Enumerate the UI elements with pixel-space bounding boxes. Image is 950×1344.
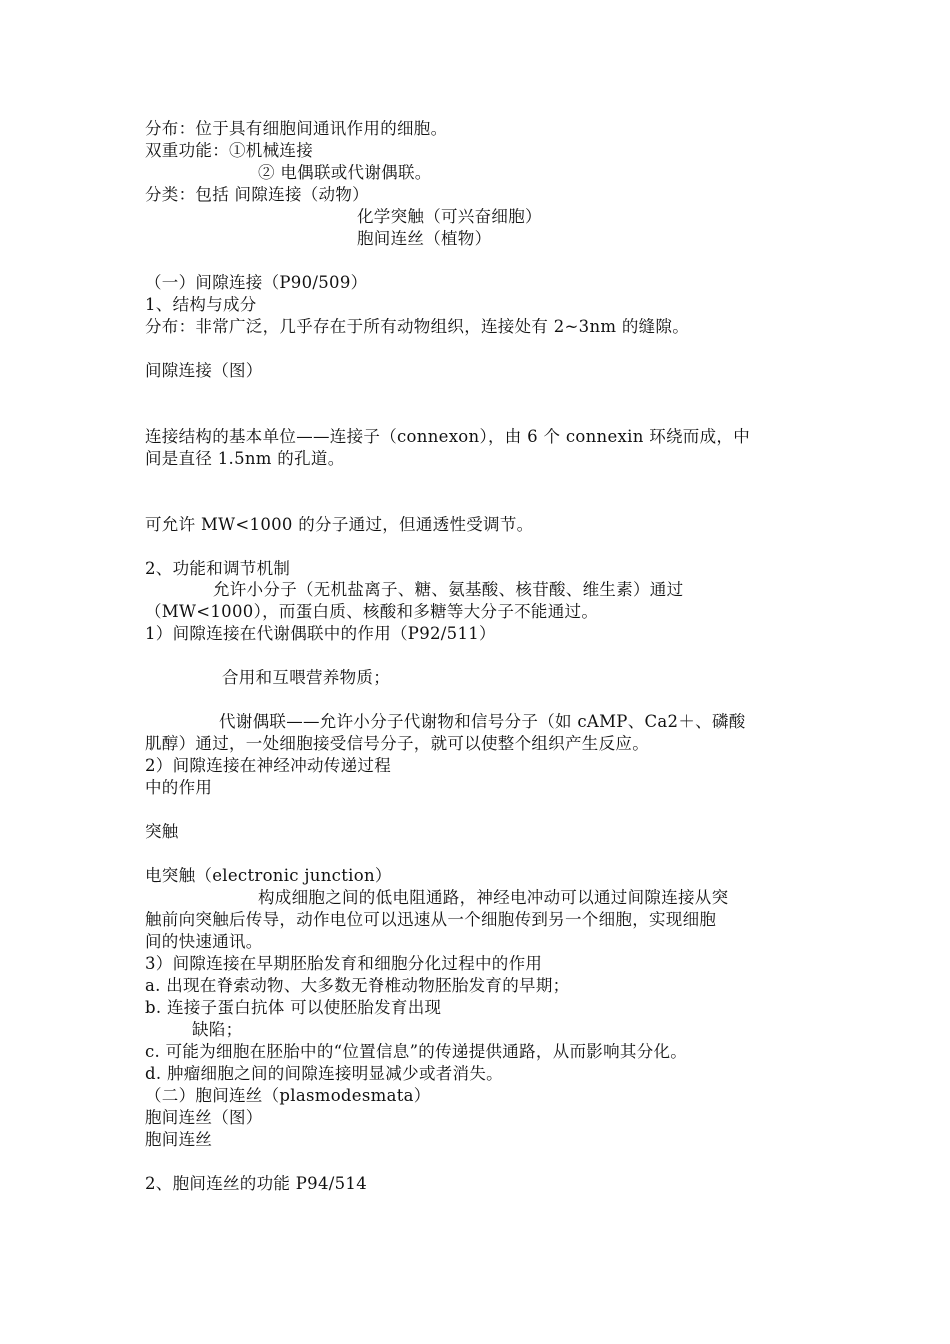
text-line: 胞间连丝 [145,1130,213,1149]
figure-caption: 胞间连丝（图） [145,1108,263,1127]
section-heading: （一）间隙连接（P90/509） [145,273,368,292]
text-line: 触前向突触后传导，动作电位可以迅速从一个细胞传到另一个细胞，实现细胞 [145,910,717,929]
list-item: b. 连接子蛋白抗体 可以使胚胎发育出现 [145,998,442,1017]
figure-caption: 间隙连接（图） [145,361,263,380]
text-line: 允许小分子（无机盐离子、糖、氨基酸、核苷酸、维生素）通过 [213,580,684,599]
list-item: a. 出现在脊索动物、大多数无脊椎动物胚胎发育的早期； [145,976,570,995]
text-line: 可允许 MW<1000 的分子通过，但通透性受调节。 [145,515,534,534]
text-line: 胞间连丝（植物） [357,229,492,248]
subsection-heading: 1、结构与成分 [145,295,257,314]
text-line: （MW<1000），而蛋白质、核酸和多糖等大分子不能通过。 [145,602,599,621]
text-line: 分类：包括 间隙连接（动物） [145,185,369,204]
text-line: 代谢偶联——允许小分子代谢物和信号分子（如 cAMP、Ca2＋、磷酸 [219,712,746,731]
text-line: 间是直径 1.5nm 的孔道。 [145,449,345,468]
text-line: 连接结构的基本单位——连接子（connexon），由 6 个 connexin 环绕而成，中 [145,427,750,446]
item-heading: 3）间隙连接在早期胚胎发育和细胞分化过程中的作用 [145,954,543,973]
text-line: 分布：非常广泛，几乎存在于所有动物组织，连接处有 2~3nm 的缝隙。 [145,317,690,336]
text-line: 构成细胞之间的低电阻通路，神经电冲动可以通过间隙连接从突 [258,888,729,907]
text-line: 间的快速通讯。 [145,932,263,951]
subsection-heading: 2、功能和调节机制 [145,559,291,578]
text-line: 合用和互喂营养物质； [222,668,390,687]
text-line: ② 电偶联或代谢偶联。 [258,163,432,182]
text-line: 中的作用 [145,778,213,797]
list-item: d. 肿瘤细胞之间的间隙连接明显减少或者消失。 [145,1064,503,1083]
text-line: 肌醇）通过，一处细胞接受信号分子，就可以使整个组织产生反应。 [145,734,649,753]
item-heading: 2）间隙连接在神经冲动传递过程 [145,756,391,775]
subsection-heading: 2、胞间连丝的功能 P94/514 [145,1174,367,1193]
list-item: c. 可能为细胞在胚胎中的“位置信息”的传递提供通路，从而影响其分化。 [145,1042,688,1061]
item-heading: 1）间隙连接在代谢偶联中的作用（P92/511） [145,624,496,643]
text-line: 突触 [145,822,179,841]
section-heading: （二）胞间连丝（plasmodesmata） [145,1086,431,1105]
text-line: 分布：位于具有细胞间通讯作用的细胞。 [145,119,448,138]
text-line: 双重功能：①机械连接 [145,141,313,160]
text-line: 电突触（electronic junction） [145,866,392,885]
text-line: 化学突触（可兴奋细胞） [357,207,542,226]
text-line: 缺陷； [192,1020,243,1039]
